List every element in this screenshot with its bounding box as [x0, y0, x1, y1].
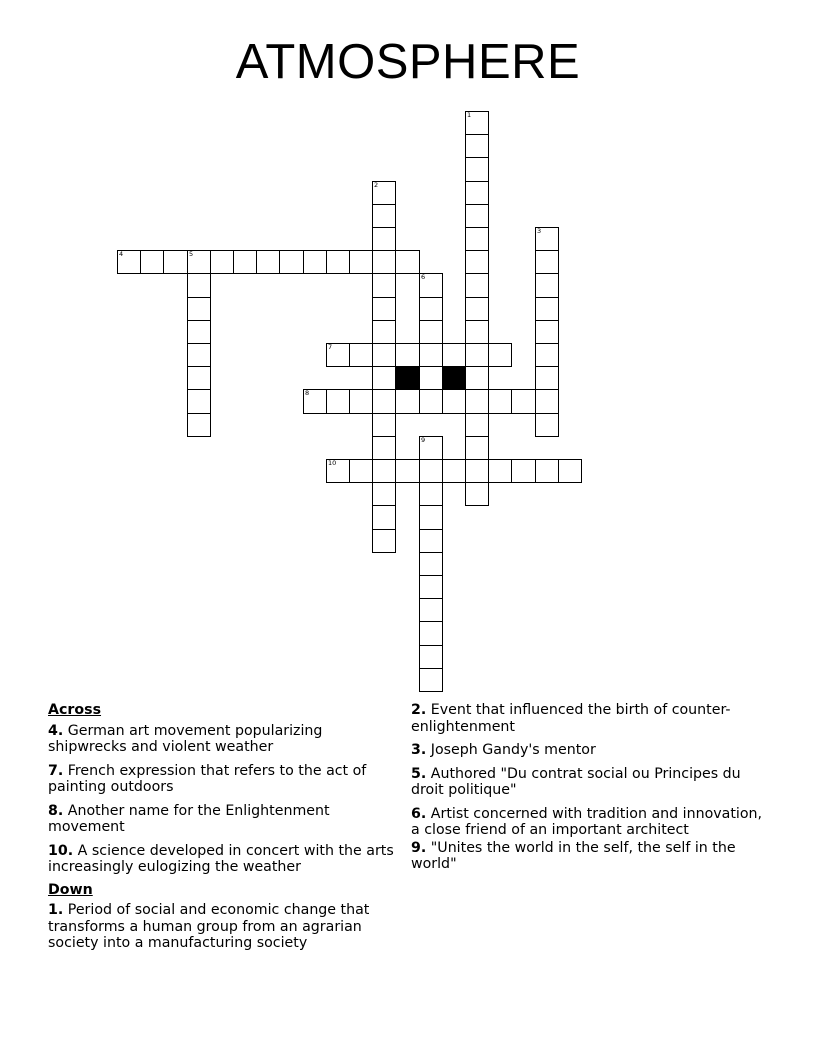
grid-cell[interactable]	[187, 389, 211, 414]
grid-cell[interactable]	[465, 436, 489, 460]
grid-cell[interactable]	[349, 250, 373, 274]
clue-text: Authored "Du contrat social ou Principes du droit politique"	[411, 765, 741, 798]
grid-cell[interactable]	[488, 343, 512, 367]
grid-cell[interactable]	[395, 389, 420, 414]
cell-number: 8	[305, 389, 310, 397]
clue-text: Period of social and economic change that transforms a human group from an agrarian society into a manufacturing society	[48, 902, 370, 951]
cell-number: 7	[328, 343, 333, 351]
grid-cell[interactable]	[187, 413, 211, 437]
grid-cell[interactable]	[419, 297, 443, 321]
grid-cell[interactable]	[163, 250, 188, 274]
grid-cell[interactable]	[535, 320, 559, 344]
cell-number: 5	[189, 250, 194, 258]
grid-cell[interactable]	[187, 366, 211, 390]
grid-cell[interactable]	[535, 227, 559, 251]
clue-number: 5.	[411, 765, 427, 782]
grid-cell[interactable]	[279, 250, 304, 274]
grid-cell[interactable]	[465, 204, 489, 228]
grid-cell[interactable]	[140, 250, 164, 274]
grid-cell[interactable]	[535, 250, 559, 274]
cell-number: 2	[374, 181, 379, 189]
grid-cell[interactable]	[419, 436, 443, 460]
clue-text: Joseph Gandy's mentor	[430, 742, 596, 758]
cell-number: 3	[537, 227, 542, 235]
cell-number: 6	[421, 273, 426, 281]
grid-cell[interactable]	[419, 645, 443, 669]
grid-cell[interactable]	[465, 413, 489, 437]
cell-number: 9	[421, 436, 426, 444]
clue-down-6	[411, 806, 763, 839]
grid-cell[interactable]	[372, 181, 396, 205]
grid-cell[interactable]	[465, 482, 489, 506]
grid-cell[interactable]	[187, 273, 211, 298]
grid-cell[interactable]	[395, 250, 420, 274]
clue-number: 7.	[48, 762, 64, 779]
grid-cell[interactable]	[349, 389, 373, 414]
grid-cell[interactable]	[256, 250, 280, 274]
grid-cell[interactable]	[395, 343, 420, 367]
grid-cell[interactable]	[535, 297, 559, 321]
grid-cell[interactable]	[465, 181, 489, 205]
clue-text: Artist concerned with tradition and innovation, a close friend of an important architect	[411, 805, 763, 838]
grid-cell[interactable]	[372, 505, 396, 530]
clue-down-5	[411, 766, 763, 799]
clue-text: German art movement popularizing shipwrecks and violent weather	[48, 722, 323, 755]
grid-cell[interactable]	[535, 389, 559, 414]
grid-cell[interactable]	[372, 436, 396, 460]
grid-cell[interactable]	[372, 273, 396, 298]
clue-number: 1.	[48, 902, 64, 918]
grid-cell[interactable]	[395, 459, 420, 483]
grid-block	[442, 366, 466, 390]
clue-number: 9.	[411, 839, 427, 856]
grid-cell[interactable]	[233, 250, 257, 274]
clue-text: Another name for the Enlightenment movement	[48, 802, 330, 835]
grid-cell[interactable]	[488, 389, 512, 414]
grid-cell[interactable]	[558, 459, 582, 483]
grid-cell[interactable]	[372, 343, 396, 367]
grid-cell[interactable]	[303, 250, 327, 274]
grid-cell[interactable]	[442, 459, 466, 483]
clue-text: French expression that refers to the act of painting outdoors	[48, 762, 367, 795]
grid-cell[interactable]	[372, 459, 396, 483]
grid-cell[interactable]	[511, 389, 536, 414]
clue-down-1	[48, 902, 400, 952]
clue-down-9	[411, 840, 763, 873]
down-heading: Down	[48, 881, 93, 898]
grid-cell[interactable]	[349, 459, 373, 483]
grid-cell[interactable]	[419, 668, 443, 692]
grid-cell[interactable]	[326, 459, 350, 483]
clues-right-column	[411, 702, 763, 880]
grid-cell[interactable]	[419, 552, 443, 576]
grid-cell[interactable]	[535, 366, 559, 390]
grid-cell[interactable]	[465, 297, 489, 321]
grid-cell[interactable]	[511, 459, 536, 483]
grid-cell[interactable]	[465, 459, 489, 483]
clue-text: Event that influenced the birth of counter-enlightenment	[411, 702, 731, 735]
clue-down-2	[411, 702, 763, 735]
grid-cell[interactable]	[372, 227, 396, 251]
grid-cell[interactable]	[372, 389, 396, 414]
clue-number: 10.	[48, 842, 74, 859]
grid-cell[interactable]	[442, 389, 466, 414]
grid-cell[interactable]	[326, 343, 350, 367]
grid-cell[interactable]	[419, 273, 443, 298]
grid-cell[interactable]	[303, 389, 327, 414]
clue-text: "Unites the world in the self, the self in the world"	[411, 839, 736, 872]
grid-cell[interactable]	[187, 250, 211, 274]
grid-cell[interactable]	[465, 273, 489, 298]
clue-text: A science developed in concert with the arts increasingly eulogizing the weather	[48, 842, 394, 875]
clue-number: 6.	[411, 805, 427, 822]
grid-cell[interactable]	[326, 250, 350, 274]
grid-cell[interactable]	[465, 134, 489, 158]
puzzle-title: ATMOSPHERE	[235, 35, 581, 89]
grid-cell[interactable]	[372, 204, 396, 228]
grid-cell[interactable]	[187, 320, 211, 344]
grid-cell[interactable]	[465, 227, 489, 251]
grid-cell[interactable]	[535, 273, 559, 298]
grid-cell[interactable]	[465, 366, 489, 390]
cell-number: 4	[119, 250, 124, 258]
grid-cell[interactable]	[187, 297, 211, 321]
clue-number: 3.	[411, 742, 427, 758]
grid-cell[interactable]	[372, 366, 396, 390]
grid-cell[interactable]	[372, 320, 396, 344]
grid-cell[interactable]	[465, 157, 489, 182]
grid-cell[interactable]	[187, 343, 211, 367]
grid-cell[interactable]	[372, 482, 396, 506]
grid-cell[interactable]	[535, 413, 559, 437]
cell-number: 1	[467, 111, 472, 119]
grid-block	[395, 366, 420, 390]
grid-cell[interactable]	[372, 297, 396, 321]
grid-cell[interactable]	[465, 111, 489, 135]
grid-cell[interactable]	[419, 505, 443, 530]
grid-cell[interactable]	[372, 413, 396, 437]
grid-cell[interactable]	[349, 343, 373, 367]
grid-cell[interactable]	[465, 320, 489, 344]
grid-cell[interactable]	[419, 343, 443, 367]
grid-cell[interactable]	[419, 366, 443, 390]
grid-cell[interactable]	[372, 250, 396, 274]
clue-across-4	[48, 723, 400, 756]
grid-cell[interactable]	[442, 343, 466, 367]
grid-cell[interactable]	[535, 459, 559, 483]
grid-cell[interactable]	[419, 459, 443, 483]
grid-cell[interactable]	[465, 250, 489, 274]
grid-cell[interactable]	[535, 343, 559, 367]
clue-number: 8.	[48, 802, 64, 819]
grid-cell[interactable]	[419, 389, 443, 414]
clue-number: 2.	[411, 702, 427, 718]
grid-cell[interactable]	[465, 343, 489, 367]
clue-across-10	[48, 843, 400, 876]
grid-cell[interactable]	[419, 529, 443, 553]
grid-cell[interactable]	[419, 575, 443, 599]
grid-cell[interactable]	[419, 598, 443, 622]
clue-number: 4.	[48, 722, 64, 739]
grid-cell[interactable]	[326, 389, 350, 414]
clue-down-3	[411, 742, 763, 759]
clue-across-7	[48, 763, 400, 796]
grid-cell[interactable]	[419, 320, 443, 344]
grid-cell[interactable]	[419, 621, 443, 646]
grid-cell[interactable]	[488, 459, 512, 483]
grid-cell[interactable]	[372, 529, 396, 553]
clues-left-column	[48, 702, 400, 959]
grid-cell[interactable]	[117, 250, 141, 274]
clue-across-8	[48, 803, 400, 836]
cell-number: 10	[328, 459, 337, 467]
grid-cell[interactable]	[419, 482, 443, 506]
across-heading: Across	[48, 702, 102, 718]
grid-cell[interactable]	[210, 250, 234, 274]
grid-cell[interactable]	[465, 389, 489, 414]
